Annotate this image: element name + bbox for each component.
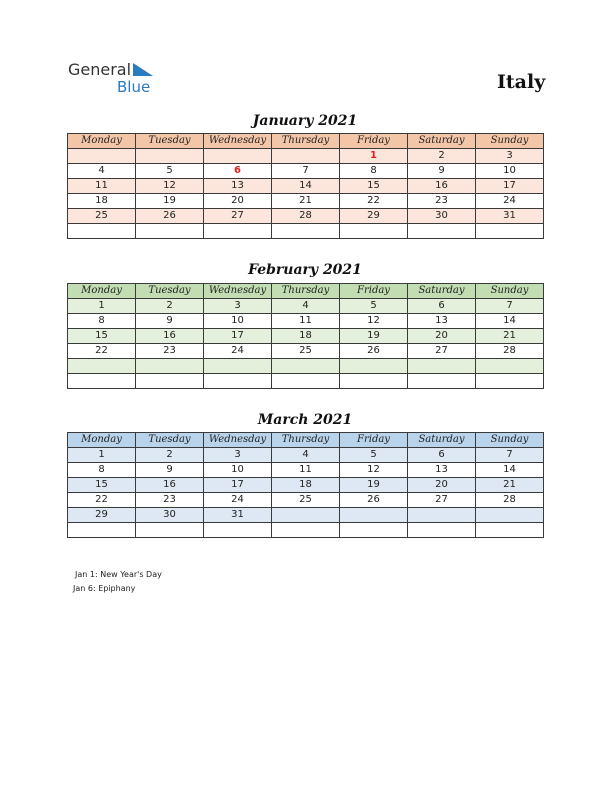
- day-cell: 6: [408, 299, 476, 314]
- month-title-january: January 2021: [252, 113, 358, 129]
- day-cell: [136, 224, 204, 239]
- week-row: [68, 478, 544, 493]
- day-cell: [340, 523, 408, 538]
- day-cell: [476, 523, 544, 538]
- day-cell: 13: [408, 314, 476, 329]
- day-cell: [204, 523, 272, 538]
- day-cell: 6: [408, 448, 476, 463]
- day-cell: [68, 523, 136, 538]
- day-cell: 18: [68, 194, 136, 209]
- day-cell: 17: [204, 329, 272, 344]
- weekday-header-wednesday: Wednesday: [204, 134, 272, 149]
- week-row: [68, 523, 544, 538]
- day-cell: 26: [340, 344, 408, 359]
- day-cell: [204, 224, 272, 239]
- day-cell: 16: [136, 329, 204, 344]
- day-cell: 11: [272, 463, 340, 478]
- day-cell: [408, 374, 476, 389]
- day-cell: 4: [272, 448, 340, 463]
- day-cell: 29: [68, 508, 136, 523]
- day-cell: 1: [68, 448, 136, 463]
- day-cell: 14: [476, 314, 544, 329]
- day-cell: 27: [408, 493, 476, 508]
- week-row: [68, 209, 544, 224]
- day-cell: 4: [68, 164, 136, 179]
- day-cell: 20: [408, 329, 476, 344]
- week-row: [68, 374, 544, 389]
- day-cell: 15: [340, 179, 408, 194]
- weekday-header-saturday: Saturday: [408, 284, 476, 299]
- day-cell: 8: [68, 314, 136, 329]
- day-cell: [408, 508, 476, 523]
- day-cell: 30: [136, 508, 204, 523]
- calendar-body: [68, 299, 544, 389]
- day-cell: 22: [68, 493, 136, 508]
- day-cell: 2: [136, 299, 204, 314]
- week-row: [68, 359, 544, 374]
- day-cell: [476, 508, 544, 523]
- day-cell: 14: [476, 463, 544, 478]
- day-cell: [136, 359, 204, 374]
- day-cell: [408, 359, 476, 374]
- general-blue-logo: [68, 60, 168, 100]
- day-cell: 15: [68, 329, 136, 344]
- week-row: [68, 299, 544, 314]
- day-cell: 24: [204, 493, 272, 508]
- weekday-header-thursday: Thursday: [272, 284, 340, 299]
- calendar-body: [68, 149, 544, 239]
- day-cell: 19: [340, 478, 408, 493]
- weekday-header-tuesday: Tuesday: [136, 284, 204, 299]
- day-cell: [68, 374, 136, 389]
- day-cell: [204, 149, 272, 164]
- day-cell: 18: [272, 478, 340, 493]
- day-cell: 7: [272, 164, 340, 179]
- day-cell: 5: [340, 299, 408, 314]
- day-cell: 21: [272, 194, 340, 209]
- day-cell: 7: [476, 448, 544, 463]
- calendar-january: [67, 133, 544, 239]
- weekday-header-wednesday: Wednesday: [204, 433, 272, 448]
- day-cell: 11: [68, 179, 136, 194]
- month-title-february: February 2021: [248, 262, 362, 278]
- day-cell: 20: [408, 478, 476, 493]
- day-cell: 16: [136, 478, 204, 493]
- day-cell: 26: [136, 209, 204, 224]
- day-cell: 1: [68, 299, 136, 314]
- day-cell: 9: [136, 314, 204, 329]
- weekday-header-sunday: Sunday: [476, 284, 544, 299]
- day-cell: [272, 224, 340, 239]
- week-row: [68, 508, 544, 523]
- day-cell: 25: [272, 344, 340, 359]
- day-cell: [408, 523, 476, 538]
- day-cell: [272, 374, 340, 389]
- day-cell: 28: [476, 493, 544, 508]
- day-cell: 28: [272, 209, 340, 224]
- day-cell: 7: [476, 299, 544, 314]
- holiday-note: Jan 6: Epiphany: [73, 584, 136, 593]
- month-title-march: March 2021: [257, 412, 353, 428]
- week-row: [68, 179, 544, 194]
- logo-word-blue: Blue: [117, 78, 151, 96]
- weekday-header-sunday: Sunday: [476, 134, 544, 149]
- day-cell: 12: [340, 314, 408, 329]
- day-cell: 10: [204, 314, 272, 329]
- day-cell: 5: [136, 164, 204, 179]
- day-cell: 28: [476, 344, 544, 359]
- day-cell: 12: [340, 463, 408, 478]
- day-cell: 19: [340, 329, 408, 344]
- day-cell: 5: [340, 448, 408, 463]
- week-row: [68, 329, 544, 344]
- day-cell: 19: [136, 194, 204, 209]
- day-cell: 9: [408, 164, 476, 179]
- day-cell: 17: [204, 478, 272, 493]
- day-cell: [204, 374, 272, 389]
- holiday-note: Jan 1: New Year's Day: [75, 570, 162, 579]
- week-row: [68, 493, 544, 508]
- day-cell: 2: [408, 149, 476, 164]
- day-cell: 14: [272, 179, 340, 194]
- day-cell: 3: [476, 149, 544, 164]
- day-cell: [408, 224, 476, 239]
- weekday-header-thursday: Thursday: [272, 433, 340, 448]
- weekday-header-row: [68, 433, 544, 448]
- day-cell: [68, 149, 136, 164]
- day-cell: [272, 508, 340, 523]
- logo-flag-icon: [133, 63, 155, 77]
- weekday-header-thursday: Thursday: [272, 134, 340, 149]
- day-cell: 9: [136, 463, 204, 478]
- logo-word-general: General: [68, 60, 132, 79]
- weekday-header-saturday: Saturday: [408, 134, 476, 149]
- day-cell: 29: [340, 209, 408, 224]
- day-cell: 22: [68, 344, 136, 359]
- calendar-february: [67, 283, 544, 389]
- day-cell: 26: [340, 493, 408, 508]
- weekday-header-tuesday: Tuesday: [136, 134, 204, 149]
- day-cell: 30: [408, 209, 476, 224]
- day-cell: [272, 523, 340, 538]
- weekday-header-friday: Friday: [340, 134, 408, 149]
- day-cell: 3: [204, 299, 272, 314]
- day-cell: 10: [476, 164, 544, 179]
- day-cell: 27: [408, 344, 476, 359]
- day-cell: 11: [272, 314, 340, 329]
- day-cell: [272, 359, 340, 374]
- day-cell: [340, 359, 408, 374]
- day-cell: [340, 508, 408, 523]
- weekday-header-monday: Monday: [68, 433, 136, 448]
- week-row: [68, 194, 544, 209]
- week-row: [68, 164, 544, 179]
- week-row: [68, 448, 544, 463]
- holiday-notes: [73, 568, 162, 596]
- week-row: [68, 149, 544, 164]
- day-cell: [136, 149, 204, 164]
- weekday-header-friday: Friday: [340, 284, 408, 299]
- weekday-header-friday: Friday: [340, 433, 408, 448]
- day-cell: 31: [204, 508, 272, 523]
- day-cell: 12: [136, 179, 204, 194]
- day-cell: [68, 224, 136, 239]
- day-cell: 23: [136, 493, 204, 508]
- day-cell: 20: [204, 194, 272, 209]
- weekday-header-monday: Monday: [68, 134, 136, 149]
- day-cell: [272, 149, 340, 164]
- week-row: [68, 463, 544, 478]
- day-cell: 8: [68, 463, 136, 478]
- day-cell: 4: [272, 299, 340, 314]
- day-cell: 2: [136, 448, 204, 463]
- week-row: [68, 344, 544, 359]
- day-cell: 13: [408, 463, 476, 478]
- calendar-body: [68, 448, 544, 538]
- day-cell: 27: [204, 209, 272, 224]
- weekday-header-row: [68, 134, 544, 149]
- day-cell: 24: [476, 194, 544, 209]
- calendar-march: [67, 432, 544, 538]
- day-cell: 23: [136, 344, 204, 359]
- day-cell: 10: [204, 463, 272, 478]
- weekday-header-monday: Monday: [68, 284, 136, 299]
- week-row: [68, 314, 544, 329]
- country-title: Italy: [497, 71, 546, 93]
- weekday-header-wednesday: Wednesday: [204, 284, 272, 299]
- day-cell: 23: [408, 194, 476, 209]
- day-cell: [476, 374, 544, 389]
- day-cell: 1: [340, 149, 408, 164]
- day-cell: 13: [204, 179, 272, 194]
- weekday-header-saturday: Saturday: [408, 433, 476, 448]
- day-cell: [340, 374, 408, 389]
- day-cell: 24: [204, 344, 272, 359]
- day-cell: [68, 359, 136, 374]
- weekday-header-tuesday: Tuesday: [136, 433, 204, 448]
- day-cell: 25: [68, 209, 136, 224]
- day-cell: 15: [68, 478, 136, 493]
- day-cell: [204, 359, 272, 374]
- day-cell: 16: [408, 179, 476, 194]
- day-cell: 31: [476, 209, 544, 224]
- day-cell: [136, 523, 204, 538]
- weekday-header-row: [68, 284, 544, 299]
- day-cell: [476, 224, 544, 239]
- day-cell: 8: [340, 164, 408, 179]
- day-cell: 18: [272, 329, 340, 344]
- day-cell: 22: [340, 194, 408, 209]
- week-row: [68, 224, 544, 239]
- day-cell: 21: [476, 329, 544, 344]
- day-cell: [340, 224, 408, 239]
- day-cell: 25: [272, 493, 340, 508]
- day-cell: 6: [204, 164, 272, 179]
- day-cell: 21: [476, 478, 544, 493]
- day-cell: [476, 359, 544, 374]
- day-cell: [136, 374, 204, 389]
- weekday-header-sunday: Sunday: [476, 433, 544, 448]
- day-cell: 3: [204, 448, 272, 463]
- day-cell: 17: [476, 179, 544, 194]
